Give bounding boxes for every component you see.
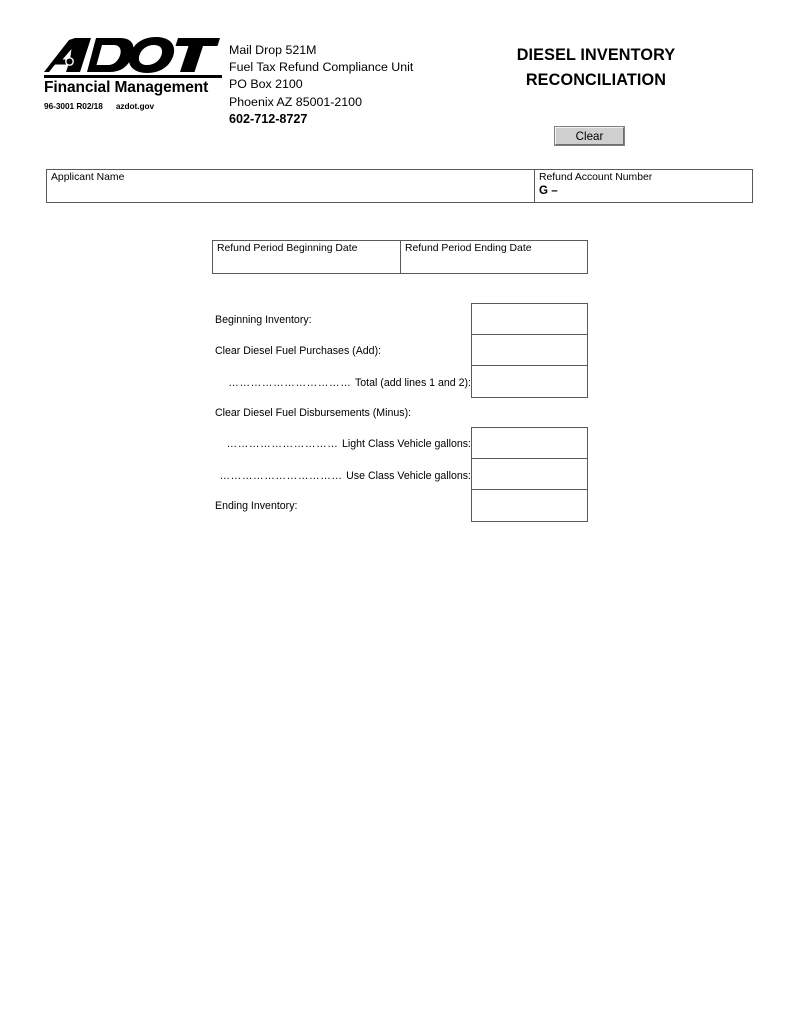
refund-period-ending-input[interactable] xyxy=(404,256,584,271)
logo-subtitle: Financial Management xyxy=(44,79,209,96)
light-class-vehicle-input[interactable] xyxy=(472,428,587,458)
use-class-vehicle-input[interactable] xyxy=(472,459,587,489)
refund-account-number-label: Refund Account Number xyxy=(539,172,653,183)
light-class-vehicle-box[interactable] xyxy=(472,428,587,459)
total-box[interactable] xyxy=(472,366,587,397)
page-title-line-2: RECONCILIATION xyxy=(525,71,667,89)
total-input[interactable] xyxy=(472,366,587,397)
address-line-4: Phoenix AZ 85001-2100 xyxy=(229,94,362,109)
light-class-label-text: Light Class Vehicle gallons: xyxy=(342,438,471,450)
page-title-line-1: DIESEL INVENTORY xyxy=(516,46,676,64)
diesel-purchases-input[interactable] xyxy=(472,335,587,365)
inventory-value-group-bottom xyxy=(471,427,588,522)
logo-form-number-line xyxy=(44,101,226,111)
total-dot-leader: …………………………… xyxy=(228,377,355,389)
ending-inventory-input[interactable] xyxy=(472,490,587,521)
address-line-2: Fuel Tax Refund Compliance Unit xyxy=(229,60,414,75)
light-class-dot-leader: ………………………… xyxy=(226,438,343,450)
website-text: azdot.gov xyxy=(115,101,155,112)
use-class-dot-leader: …………………………… xyxy=(219,470,347,482)
light-class-vehicle-label xyxy=(215,438,471,450)
address-line-1: Mail Drop 521M xyxy=(229,43,317,57)
logo-divider-rule xyxy=(44,75,222,78)
refund-period-ending-cell xyxy=(401,241,587,273)
disbursements-heading-label: Clear Diesel Fuel Disbursements (Minus): xyxy=(215,407,412,419)
page-title xyxy=(470,43,722,93)
beginning-inventory-box[interactable] xyxy=(472,304,587,335)
refund-period-beginning-input[interactable] xyxy=(216,256,397,271)
address-line-3: PO Box 2100 xyxy=(229,77,303,92)
diesel-purchases-box[interactable] xyxy=(472,335,587,366)
clear-button[interactable]: Clear xyxy=(555,127,624,145)
refund-period-ending-label: Refund Period Ending Date xyxy=(405,243,532,254)
applicant-name-input[interactable] xyxy=(50,185,531,200)
applicant-name-cell xyxy=(47,170,535,202)
agency-address-block xyxy=(229,42,413,128)
applicant-name-label: Applicant Name xyxy=(51,172,125,183)
adot-logo-block xyxy=(44,36,226,111)
ending-inventory-label: Ending Inventory: xyxy=(215,500,298,512)
adot-wordmark-logo xyxy=(44,36,220,74)
inventory-value-group-top xyxy=(471,303,588,398)
refund-account-prefix: G – xyxy=(539,184,558,197)
refund-period-beginning-label: Refund Period Beginning Date xyxy=(217,243,358,254)
beginning-inventory-label: Beginning Inventory: xyxy=(215,314,312,326)
use-class-vehicle-box[interactable] xyxy=(472,459,587,490)
use-class-label-text: Use Class Vehicle gallons: xyxy=(346,470,471,482)
ending-inventory-box[interactable] xyxy=(472,490,587,521)
refund-period-table xyxy=(212,240,588,274)
refund-period-beginning-cell xyxy=(213,241,401,273)
refund-account-number-cell xyxy=(535,170,752,202)
diesel-purchases-label: Clear Diesel Fuel Purchases (Add): xyxy=(215,345,382,357)
total-label-text: Total (add lines 1 and 2): xyxy=(354,377,471,389)
agency-phone-number: 602-712-8727 xyxy=(229,111,308,126)
refund-account-number-input[interactable] xyxy=(561,185,749,200)
total-line-label xyxy=(215,377,471,389)
form-number: 96-3001 R02/18 xyxy=(44,101,103,112)
beginning-inventory-input[interactable] xyxy=(472,304,587,334)
applicant-info-table xyxy=(46,169,753,203)
use-class-vehicle-label xyxy=(215,470,471,482)
